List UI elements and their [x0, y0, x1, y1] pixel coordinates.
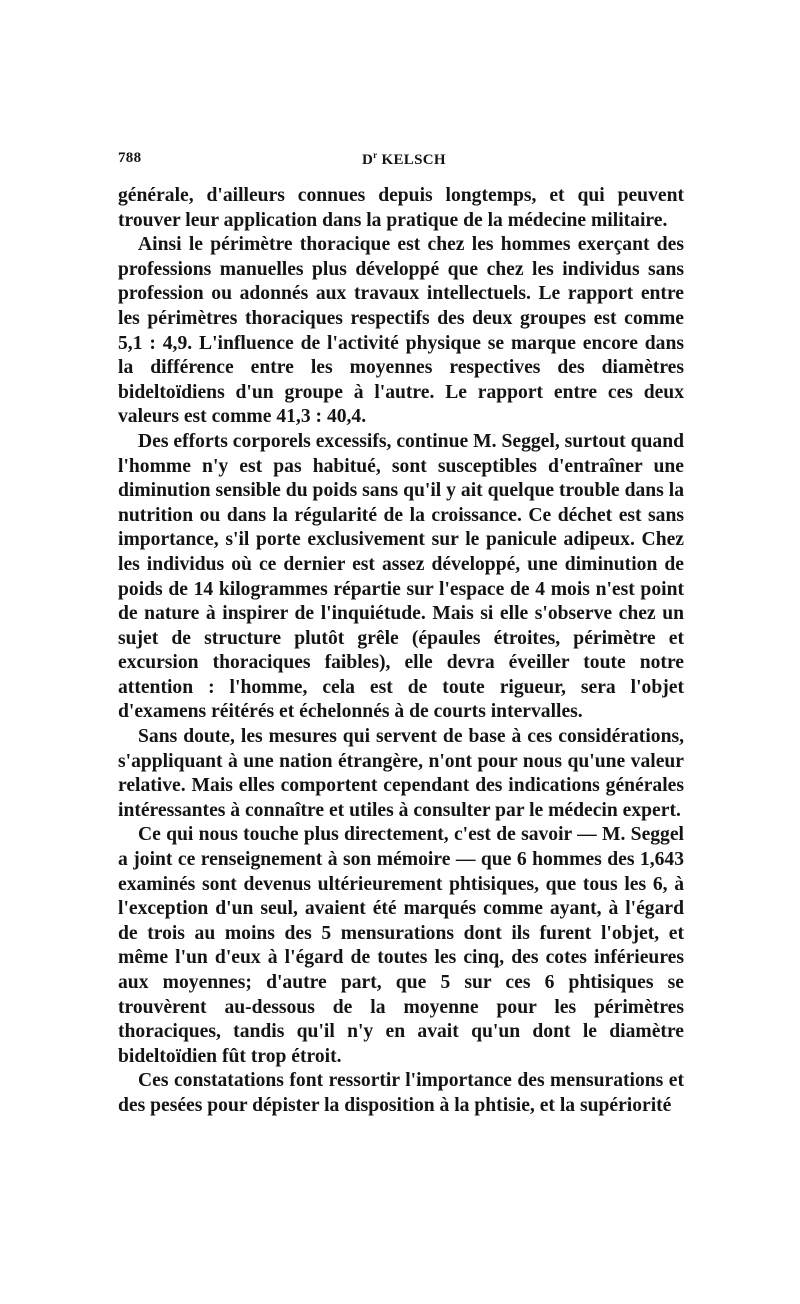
body-text: [118, 184, 684, 1119]
author-superscript: r: [373, 150, 378, 160]
page-number: 788: [118, 150, 142, 166]
paragraph: Des efforts corporels excessifs, continue M. Seggel, surtout quand l'homme n'y est pas habitué, sont susceptibles d'entraîner une diminution sensible du poids sans qu'il y ait quelque trouble dans la nutrition ou dans la régularité de la croissance. Ce déchet est sans importance, s'il porte exclusivement sur le panicule adipeux. Chez les individus où ce dernier est assez développé, une diminution de poids de 14 kilogrammes répartie sur l'espace de 4 mois n'est point de nature à inspirer de l'inquiétude. Mais si elle s'observe chez un sujet de structure plutôt grêle (épaules étroites, périmètre et excursion thoraciques faibles), elle devra éveiller toute notre attention : l'homme, cela est de toute rigueur, sera l'objet d'examens réitérés et échelonnés à de courts intervalles.: [118, 430, 684, 723]
author-name: KELSCH: [381, 152, 446, 168]
paragraph: Ces constatations font ressortir l'importance des mensurations et des pesées pour dépister la disposition à la phtisie, et la supériorité: [118, 1070, 684, 1116]
paragraph: Ainsi le périmètre thoracique est chez les hommes exerçant des professions manuelles plus développé que chez les individus sans profession ou adonnés aux travaux intellectuels. Le rapport entre les périmètres thoraciques respectifs des deux groupes est comme 5,1 : 4,9. L'influence de l'activité physique se marque encore dans la différence entre les moyennes respectives des diamètres bideltoïdiens d'un groupe à l'autre. Le rapport entre ces deux valeurs est comme 41,3 : 40,4.: [118, 234, 684, 428]
author-header: [362, 150, 446, 169]
book-page: [118, 146, 684, 1119]
running-head: [118, 146, 684, 172]
paragraph: Ce qui nous touche plus directement, c'est de savoir — M. Seggel a joint ce renseignement à son mémoire — que 6 hommes des 1,643 examinés sont devenus ultérieurement phtisiques, que tous les 6, à l'exception d'un seul, avaient été marqués comme ayant, à l'égard de trois au moins des 5 mensurations dont ils furent l'objet, et même l'un d'eux à l'égard de toutes les cinq, des cotes inférieures aux moyennes; d'autre part, que 5 sur ces 6 phtisiques se trouvèrent au-dessous de la moyenne pour les périmètres thoraciques, tandis qu'il n'y en avait qu'un dont le diamètre bideltoïdien fût trop étroit.: [118, 824, 684, 1067]
paragraph-continued: générale, d'ailleurs connues depuis longtemps, et qui peuvent trouver leur application dans la pratique de la médecine militaire.: [118, 185, 684, 231]
paragraph: Sans doute, les mesures qui servent de base à ces considérations, s'appliquant à une nation étrangère, n'ont pour nous qu'une valeur relative. Mais elles comportent cependant des indications générales intéressantes à connaître et utiles à consulter par le médecin expert.: [118, 726, 684, 821]
author-prefix: D: [362, 152, 374, 168]
